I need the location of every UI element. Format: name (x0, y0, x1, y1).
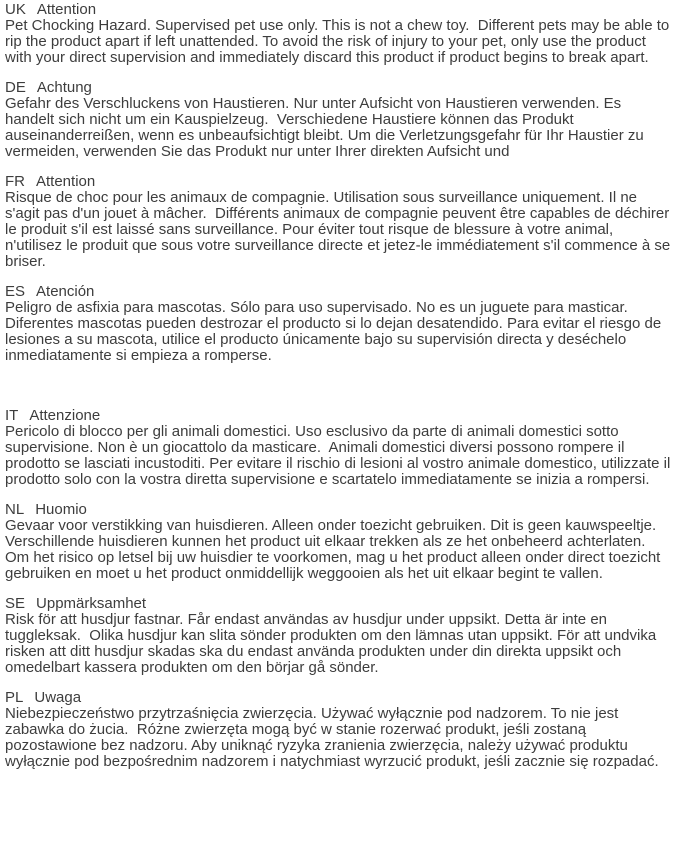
warning-section (5, 408, 673, 488)
section-heading (5, 80, 673, 96)
section-body: Pet Chocking Hazard. Supervised pet use only. This is not a chew toy. Different pets may be able to rip the product apart if left unattended. To avoid the risk of injury to your pet, only use the product with your direct supervision and immediately discard this product if product begins to break apart. (5, 17, 674, 66)
section-heading (5, 2, 673, 18)
section-title: Huomio (35, 501, 87, 518)
section-title: Uwaga (34, 689, 82, 706)
section-heading (5, 284, 673, 300)
section-title: Attention (36, 173, 96, 190)
section-heading (5, 596, 673, 612)
language-code: FR (5, 173, 25, 190)
warning-section (5, 174, 673, 270)
section-title: Uppmärksamhet (36, 595, 147, 612)
section-title: Atención (36, 283, 95, 300)
language-code: SE (5, 595, 26, 612)
section-body: Gevaar voor verstikking van huisdieren. Alleen onder toezicht gebruiken. Dit is geen kauwspeeltje. Verschillende huisdieren kunnen het product uit elkaar trekken als ze het onbeheerd achterlaten. Om het risico op letsel bij uw huisdier te voorkomen, mag u het product alleen onder direct toezicht gebruiken en moet u het product onmiddellijk weggooien als het uit elkaar begint te vallen. (5, 517, 665, 582)
language-code: DE (5, 79, 26, 96)
section-heading (5, 408, 673, 424)
warning-section (5, 284, 673, 364)
section-title: Achtung (36, 79, 92, 96)
warning-section (5, 80, 673, 160)
language-code: PL (5, 689, 24, 706)
section-title: Attention (36, 1, 97, 18)
section-body: Gefahr des Verschluckens von Haustieren. Nur unter Aufsicht von Haustieren verwenden. Es handelt sich nicht um ein Kauspielzeug. Verschiedene Haustiere können das Produkt auseinanderreißen, wenn es unbeaufsichtigt bleibt. Um die Verletzungsgefahr für Ihr Haustier zu vermeiden, verwenden Sie das Produkt nur unter Ihrer direkten Aufsicht und (5, 95, 648, 160)
language-code: NL (5, 501, 25, 518)
section-body: Peligro de asfixia para mascotas. Sólo para uso supervisado. No es un juguete para masticar. Diferentes mascotas pueden destrozar el producto si lo dejan desatendido. Para evitar el riesgo de lesiones a su mascota, utilice el producto únicamente bajo su supervisión directa y deséchelo inmediatamente si empieza a romperse. (5, 299, 666, 364)
warning-section (5, 690, 673, 770)
section-title: Attenzione (29, 407, 101, 424)
section-heading (5, 690, 673, 706)
section-body: Niebezpieczeństwo przytrzaśnięcia zwierzęcia. Używać wyłącznie pod nadzorem. To nie jest zabawka do żucia. Różne zwierzęta mogą być w stanie rozerwać produkt, jeśli zostaną pozostawione bez nadzoru. Aby uniknąć ryzyka zranienia zwierzęcia, należy używać produktu wyłącznie pod bezpośrednim nadzorem i natychmiast wyrzucić produkt, jeśli zacznie się rozpadać. (5, 705, 659, 770)
section-body: Pericolo di blocco per gli animali domestici. Uso esclusivo da parte di animali domestici sotto supervisione. Non è un giocattolo da masticare. Animali domestici diversi possono rompere il prodotto se lasciati incustoditi. Per evitare il rischio di lesioni al vostro animale domestico, utilizzate il prodotto solo con la vostra diretta supervisione e scartatelo immediatamente se inizia a rompersi. (5, 423, 675, 488)
section-heading (5, 174, 673, 190)
section-body: Risque de choc pour les animaux de compagnie. Utilisation sous surveillance uniquement. Il ne s'agit pas d'un jouet à mâcher. Différents animaux de compagnie peuvent être capables de déchirer le produit s'il est laissé sans surveillance. Pour éviter tout risque de blessure à votre animal, n'utilisez le produit que sous votre surveillance directe et jetez-le immédiatement s'il commence à se briser. (5, 189, 675, 270)
warning-section (5, 2, 673, 66)
language-code: IT (5, 407, 19, 424)
section-heading (5, 502, 673, 518)
language-code: ES (5, 283, 26, 300)
warning-section (5, 502, 673, 582)
language-code: UK (5, 1, 26, 18)
warning-section (5, 596, 673, 676)
section-body: Risk för att husdjur fastnar. Får endast användas av husdjur under uppsikt. Detta är inte en tuggleksak. Olika husdjur kan slita sönder produkten om den lämnas utan uppsikt. För att undvika risken att ditt husdjur skadas ska du endast använda produkten under din direkta uppsikt och omedelbart kassera produkten om den börjar gå sönder. (5, 611, 661, 676)
